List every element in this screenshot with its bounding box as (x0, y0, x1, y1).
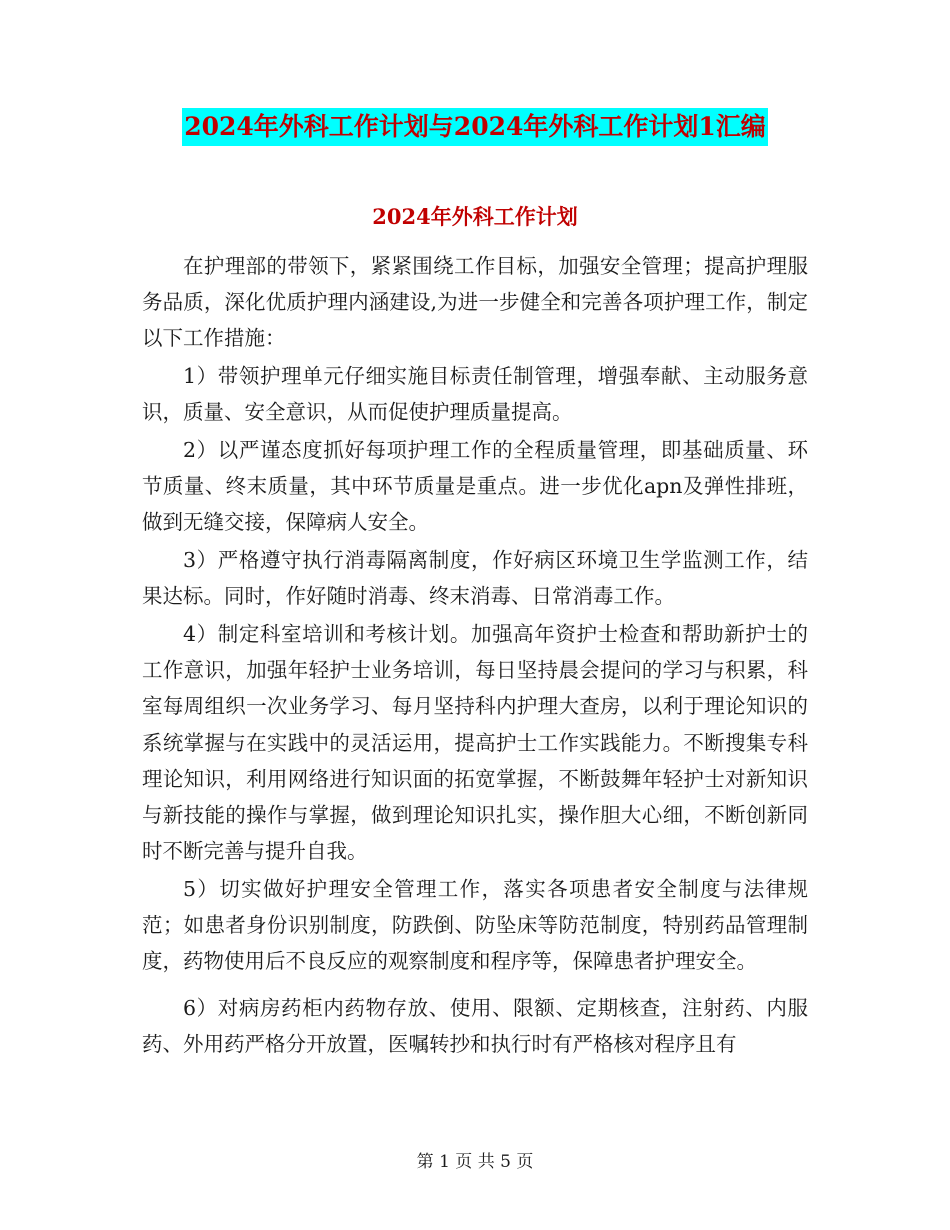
document-body (142, 248, 808, 1063)
paragraph-item-6: 6）对病房药柜内药物存放、使用、限额、定期核查，注射药、内服药、外用药严格分开放置，医嘱转抄和执行时有严格核对程序且有 (142, 995, 808, 1056)
paragraph-item-2: 2）以严谨态度抓好每项护理工作的全程质量管理，即基础质量、环节质量、终末质量，其中环节质量是重点。进一步优化apn及弹性排班，做到无缝交接，保障病人安全。 (142, 438, 808, 535)
paragraph-item-1: 1）带领护理单元仔细实施目标责任制管理，增强奉献、主动服务意识，质量、安全意识，从而促使护理质量提高。 (142, 364, 808, 425)
paragraph-item-3: 3）严格遵守执行消毒隔离制度，作好病区环境卫生学监测工作，结果达标。同时，作好随时消毒、终末消毒、日常消毒工作。 (142, 548, 808, 609)
page-footer: 第 1 页 共 5 页 (416, 1152, 534, 1172)
section-title: 2024年外科工作计划 (372, 204, 578, 229)
document-title: 2024年外科工作计划与2024年外科工作计划1汇编 (182, 108, 768, 146)
paragraph-item-5: 5）切实做好护理安全管理工作，落实各项患者安全制度与法律规范；如患者身份识别制度，防跌倒、防坠床等防范制度，特别药品管理制度，药物使用后不良反应的观察制度和程序等，保障患者护理安全。 (142, 876, 808, 974)
main-title-container (0, 108, 950, 146)
paragraph-item-4: 4）制定科室培训和考核计划。加强高年资护士检查和帮助新护士的工作意识，加强年轻护士业务培训，每日坚持晨会提问的学习与积累，科室每周组织一次业务学习、每月坚持科内护理大查房，以利于理论知识的系统掌握与在实践中的灵活运用，提高护士工作实践能力。不断搜集专科理论知识，利用网络进行知识面的拓宽掌握，不断鼓舞年轻护士对新知识与新技能的操作与掌握，做到理论知识扎实，操作胆大心细，不断创新同时不断完善与提升自我。 (142, 622, 808, 864)
paragraph-intro: 在护理部的带领下，紧紧围绕工作目标，加强安全管理；提高护理服务品质，深化优质护理内涵建设,为进一步健全和完善各项护理工作，制定以下工作措施： (142, 254, 808, 351)
